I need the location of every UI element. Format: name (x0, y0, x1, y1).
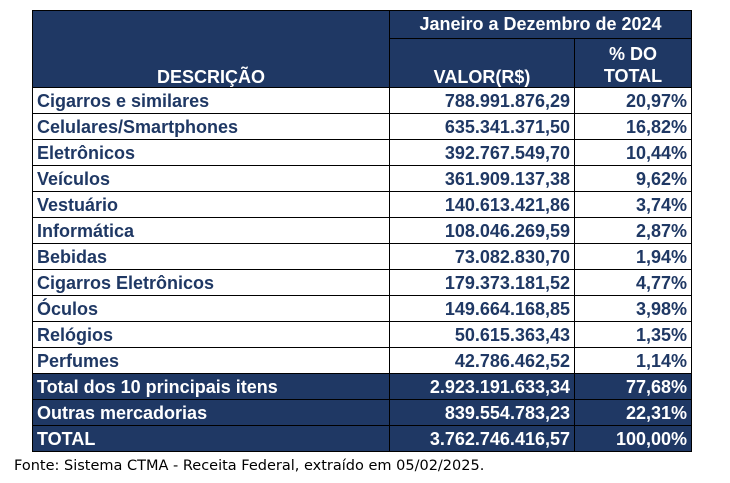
cell-valor: 179.373.181,52 (390, 270, 575, 296)
cell-pct: 16,82% (575, 114, 692, 140)
cell-pct: 2,87% (575, 218, 692, 244)
cell-valor: 42.786.462,52 (390, 348, 575, 374)
cell-description: Relógios (33, 322, 390, 348)
table-row (33, 218, 692, 244)
table-row (33, 114, 692, 140)
cell-description: TOTAL (33, 426, 390, 452)
table-row (33, 322, 692, 348)
cell-description: Total dos 10 principais itens (33, 374, 390, 400)
cell-pct: 4,77% (575, 270, 692, 296)
cell-description: Celulares/Smartphones (33, 114, 390, 140)
cell-valor: 839.554.783,23 (390, 400, 575, 426)
table-row (33, 166, 692, 192)
header-period: Janeiro a Dezembro de 2024 (390, 11, 692, 39)
header-valor: VALOR(R$) (390, 39, 575, 88)
table-body (33, 88, 692, 374)
cell-pct: 3,98% (575, 296, 692, 322)
summary-row (33, 426, 692, 452)
cell-description: Informática (33, 218, 390, 244)
cell-valor: 3.762.746.416,57 (390, 426, 575, 452)
table-row (33, 296, 692, 322)
table-summary (33, 374, 692, 452)
cell-pct: 10,44% (575, 140, 692, 166)
cell-pct: 1,94% (575, 244, 692, 270)
cell-pct: 20,97% (575, 88, 692, 114)
cell-valor: 50.615.363,43 (390, 322, 575, 348)
cell-description: Bebidas (33, 244, 390, 270)
cell-valor: 635.341.371,50 (390, 114, 575, 140)
table-row (33, 88, 692, 114)
cell-pct: 1,35% (575, 322, 692, 348)
cell-description: Eletrônicos (33, 140, 390, 166)
cell-pct: 100,00% (575, 426, 692, 452)
cell-description: Veículos (33, 166, 390, 192)
cell-description: Óculos (33, 296, 390, 322)
cell-valor: 149.664.168,85 (390, 296, 575, 322)
data-table (32, 10, 692, 452)
header-description: DESCRIÇÃO (33, 11, 390, 88)
source-note: Fonte: Sistema CTMA - Receita Federal, extraído em 05/02/2025. (14, 458, 485, 474)
table-row (33, 244, 692, 270)
cell-description: Vestuário (33, 192, 390, 218)
cell-pct: 1,14% (575, 348, 692, 374)
header-pct: % DO TOTAL (575, 39, 692, 88)
cell-description: Outras mercadorias (33, 400, 390, 426)
cell-pct: 3,74% (575, 192, 692, 218)
cell-valor: 788.991.876,29 (390, 88, 575, 114)
cell-description: Cigarros e similares (33, 88, 390, 114)
cell-pct: 77,68% (575, 374, 692, 400)
table-row (33, 348, 692, 374)
cell-valor: 73.082.830,70 (390, 244, 575, 270)
summary-row (33, 374, 692, 400)
table-row (33, 140, 692, 166)
cell-valor: 361.909.137,38 (390, 166, 575, 192)
table-row (33, 270, 692, 296)
table-row (33, 192, 692, 218)
cell-pct: 9,62% (575, 166, 692, 192)
cell-description: Perfumes (33, 348, 390, 374)
summary-row (33, 400, 692, 426)
cell-description: Cigarros Eletrônicos (33, 270, 390, 296)
cell-valor: 140.613.421,86 (390, 192, 575, 218)
cell-valor: 2.923.191.633,34 (390, 374, 575, 400)
cell-pct: 22,31% (575, 400, 692, 426)
cell-valor: 392.767.549,70 (390, 140, 575, 166)
cell-valor: 108.046.269,59 (390, 218, 575, 244)
